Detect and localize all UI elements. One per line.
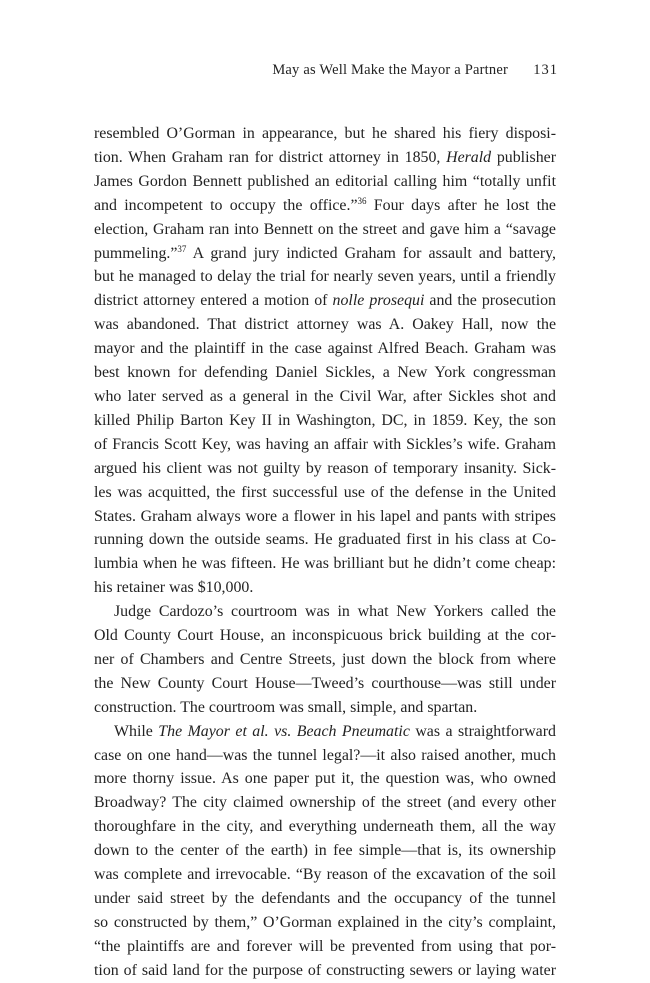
text-run: les was acquitted, the first successful use of the defense in the United [94, 483, 556, 501]
text-line [94, 194, 556, 218]
text-line [94, 528, 556, 552]
text-line [94, 218, 556, 242]
text-line [94, 552, 556, 576]
text-run: case on one hand—was the tunnel legal?—it also raised another, much [94, 746, 556, 764]
text-run: but he managed to delay the trial for nearly seven years, until a friendly [94, 268, 556, 286]
text-line [94, 433, 556, 457]
text-run: of Francis Scott Key, was having an affair with Sickles’s wife. Graham [94, 435, 556, 453]
text-line [94, 672, 556, 696]
text-run: his retainer was $10,000. [94, 579, 254, 597]
text-run: tion. When Graham ran for district attorney in 1850, [94, 148, 447, 166]
text-line [94, 242, 556, 266]
text-run: ner of Chambers and Centre Streets, just down the block from where [94, 650, 556, 668]
body-text [94, 122, 556, 983]
text-run: district attorney entered a motion of [94, 292, 333, 310]
text-line [94, 505, 556, 529]
text-run: Old County Court House, an inconspicuous brick building at the cor- [94, 627, 556, 645]
text-run: down to the center of the earth) in fee simple—that is, its ownership [94, 842, 556, 860]
text-run: pummeling.” [94, 244, 178, 262]
text-run: under said street by the defendants and the occupancy of the tunnel [94, 890, 556, 907]
text-run: was complete and irrevocable. “By reason of the excavation of the soil [94, 866, 556, 884]
text-line [94, 624, 556, 648]
text-line [94, 696, 556, 720]
text-run: States. Graham always wore a flower in his lapel and pants with stripes [94, 507, 556, 525]
text-line [94, 648, 556, 672]
text-line [94, 959, 556, 983]
text-run: construction. The courtroom was small, simple, and spartan. [94, 698, 478, 716]
text-run: mayor and the plaintiff in the case against Alfred Beach. Graham was [94, 340, 556, 358]
text-line [94, 863, 556, 887]
footnote-ref: 37 [177, 243, 187, 254]
text-run: thoroughfare in the city, and everything underneath them, all the way [94, 818, 556, 836]
text-run: argued his client was not guilty by reason of temporary insanity. Sick- [94, 459, 556, 477]
italic-text: The Mayor et al. vs. Beach Pneumatic [158, 722, 410, 740]
text-run: who later served as a general in the Civil War, after Sickles shot and [94, 387, 556, 405]
text-run: running down the outside seams. He graduated first in his class at Co- [94, 531, 556, 549]
text-line [94, 265, 556, 289]
text-line [94, 791, 556, 815]
text-line [94, 911, 556, 935]
text-line [94, 887, 556, 911]
text-line [94, 720, 556, 744]
page-number: 131 [533, 62, 558, 78]
text-run: Broadway? The city claimed ownership of the street (and every other [94, 794, 556, 812]
text-run: more thorny issue. As one paper put it, the question was, who owned [94, 770, 556, 788]
text-line [94, 313, 556, 337]
text-line [94, 289, 556, 313]
text-line [94, 600, 556, 624]
text-line [94, 337, 556, 361]
text-run: resembled O’Gorman in appearance, but he shared his fiery disposi- [94, 125, 556, 142]
text-line [94, 457, 556, 481]
footnote-ref: 36 [357, 195, 367, 206]
text-run: best known for defending Daniel Sickles, a New York congressman [94, 364, 556, 382]
text-line [94, 767, 556, 791]
text-line [94, 361, 556, 385]
text-line [94, 122, 556, 146]
text-run: “the plaintiffs are and forever will be prevented from using that por- [94, 937, 556, 955]
text-run: the New County Court House—Tweed’s courthouse—was still under [94, 674, 556, 692]
text-run: was a straightforward [409, 722, 556, 740]
italic-text: Herald [446, 148, 492, 166]
text-line [94, 170, 556, 194]
text-line [94, 839, 556, 863]
text-run: James Gordon Bennett published an editorial calling him “totally unfit [94, 172, 556, 190]
text-run: publisher [491, 148, 556, 166]
text-line [94, 385, 556, 409]
text-line [94, 935, 556, 959]
text-line [94, 409, 556, 433]
text-run: Judge Cardozo’s courtroom was in what New Yorkers called the [114, 603, 556, 621]
text-run: While [114, 722, 159, 740]
text-run: and incompetent to occupy the office.” [94, 196, 358, 214]
text-line [94, 815, 556, 839]
text-line [94, 576, 556, 600]
running-title: May as Well Make the Mayor a Partner [272, 62, 508, 78]
text-run: lumbia when he was fifteen. He was brilliant but he didn’t come cheap: [94, 555, 556, 573]
text-line [94, 744, 556, 768]
text-run: Four days after he lost the [366, 196, 556, 214]
text-run: was abandoned. That district attorney was A. Oakey Hall, now the [94, 316, 556, 334]
text-run: election, Graham ran into Bennett on the street and gave him a “savage [94, 220, 556, 238]
italic-text: nolle prosequi [332, 292, 425, 310]
text-run: tion of said land for the purpose of constructing sewers or laying water [94, 961, 556, 979]
text-line [94, 146, 556, 170]
text-run: and the prosecution [424, 292, 556, 310]
text-run: so constructed by them,” O’Gorman explained in the city’s complaint, [94, 913, 556, 931]
text-line [94, 481, 556, 505]
text-run: A grand jury indicted Graham for assault and battery, [186, 244, 556, 262]
running-header [0, 62, 650, 84]
text-run: killed Philip Barton Key II in Washington, DC, in 1859. Key, the son [94, 411, 556, 429]
